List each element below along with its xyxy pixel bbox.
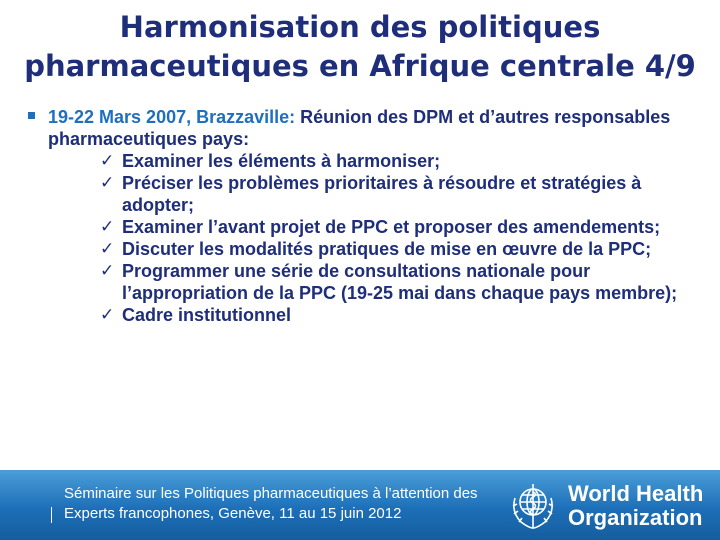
list-item-text: Examiner les éléments à harmoniser; <box>122 151 441 171</box>
checkmark-icon: ✓ <box>100 239 115 258</box>
seminar-caption-line-1: Séminaire sur les Politiques pharmaceutiques à l’attention des <box>64 485 478 502</box>
list-item <box>28 260 696 304</box>
list-item <box>28 172 696 216</box>
list-item <box>28 304 696 326</box>
slide-title <box>0 8 720 86</box>
checkmark-icon: ✓ <box>100 305 115 324</box>
footer-divider <box>51 507 52 523</box>
slide-content <box>28 106 708 326</box>
list-item-text: Cadre institutionnel <box>122 305 292 325</box>
list-item <box>28 216 696 238</box>
slide-title-line-1: Harmonisation des politiques <box>119 10 601 44</box>
who-logo-line-2: Organization <box>568 505 703 530</box>
checkmark-icon: ✓ <box>100 217 115 236</box>
list-item-text: Discuter les modalités pratiques de mise en œuvre de la PPC; <box>122 239 652 259</box>
list-item-text: Préciser les problèmes prioritaires à résoudre et stratégies à adopter; <box>122 173 642 215</box>
footer-bar <box>0 470 720 540</box>
list-item-text: Examiner l’avant projet de PPC et proposer des amendements; <box>122 217 661 237</box>
objectives-list <box>28 150 708 326</box>
meeting-date-location: 19-22 Mars 2007, Brazzaville: <box>48 107 296 127</box>
list-item <box>28 150 696 172</box>
list-item-text: Programmer une série de consultations nationale pour l’appropriation de la PPC (19-25 mai dans chaque pays membre); <box>122 261 678 303</box>
list-item <box>28 238 696 260</box>
meeting-description: Réunion des DPM et d’autres responsables pharmaceutiques pays: <box>48 107 671 149</box>
who-logo-line-1: World Health <box>568 481 704 506</box>
seminar-caption <box>64 484 478 524</box>
who-logo-text <box>568 482 703 530</box>
seminar-caption-line-2: Experts francophones, Genève, 11 au 15 juin 2012 <box>64 505 402 522</box>
main-bullet <box>28 106 708 150</box>
checkmark-icon: ✓ <box>100 173 115 192</box>
slide-title-line-2: pharmaceutiques en Afrique centrale 4/9 <box>24 49 696 83</box>
square-bullet-icon <box>28 112 35 119</box>
who-emblem-icon <box>505 478 561 534</box>
checkmark-icon: ✓ <box>100 151 115 170</box>
checkmark-icon: ✓ <box>100 261 115 280</box>
